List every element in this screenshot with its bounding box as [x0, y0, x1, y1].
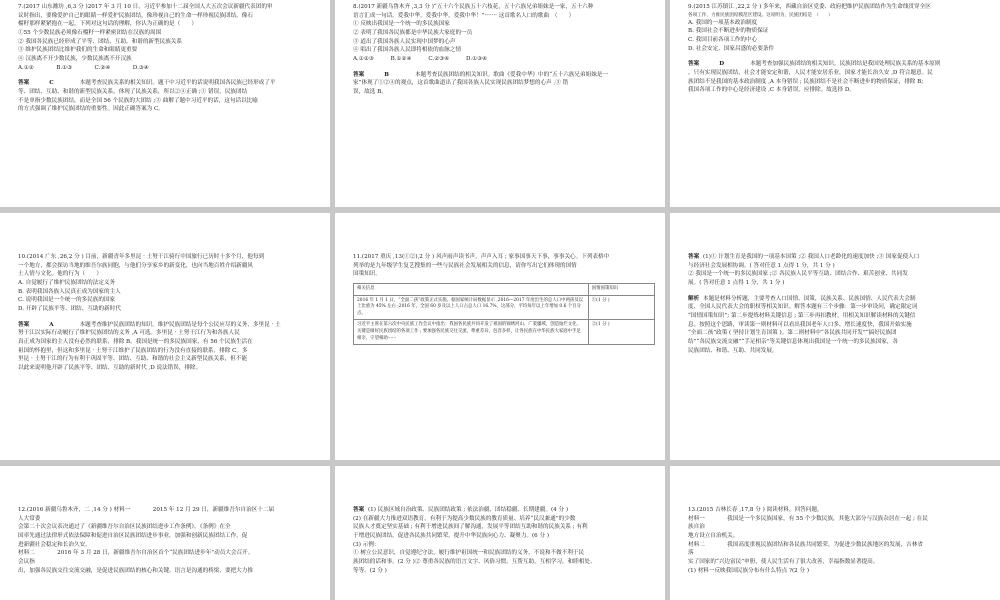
text-line: 12.(2016 新疆乌鲁木齐，二 ,14 分 ) 材料一 2015 年 12 月 29 日，新疆维吾尔自治区十二届: [18, 507, 275, 513]
analysis-text: 努干江以实际行动履行了维护民族团结的义务 ,A 可选。多里昆 · 土努干江行为和各族人民: [18, 330, 240, 337]
question-7-text: [18, 3, 320, 72]
text-line: 9.(2015 江苏镇江 ,22,2 分 ) 多年来，西藏自治区党委、政府把维护民族团结作为生命线贯穿全区: [688, 4, 931, 10]
answer-text: ① 树立公民意识，自觉遵纪守法，履行维护祖国统一和民族团结的义务，不说和不做不利于民: [353, 550, 585, 557]
text-line: 落: [688, 550, 694, 557]
text-line: C. 说明我国是一个统一的多民族的国家: [18, 297, 116, 304]
text-line: A. 自觉履行了维护民族团结的法定义务: [18, 279, 116, 286]
question-9-text: [688, 3, 990, 53]
answer-line: [18, 321, 320, 330]
table-header-cell: 相关信息: [354, 283, 589, 295]
answer-options: A.①② B.①③ C.②④ D.③④: [18, 64, 149, 71]
table-cell: ①(1 分 ): [588, 295, 654, 320]
analysis-text: “国情国策知识”; 第二步提炼材料关键信息 ; 第三步再扣教材，用相关知识解读材料的关键信: [688, 312, 916, 319]
text-line: 会议指: [18, 558, 35, 565]
answer-label: 答案: [688, 254, 700, 260]
analysis-text: 民族团结、和谐、互助、共同发展。: [688, 347, 778, 354]
analysis-text: 族团结不是我国的基本政治制度 ,A 本身错误 ; 民族团结不是社会不断进步的物质保证，排除 B;: [688, 78, 924, 85]
text-line: B. 表明我国各族人民真正成为国家的主人: [18, 288, 121, 295]
question-8-text: [353, 3, 655, 64]
answer-line: [688, 253, 990, 262]
text-line: 8.(2017 新疆乌鲁木齐 ,3,3 分 )“五十六个民族五十六枝花，五十六族兄弟姐妹是一家，五十六种: [353, 4, 594, 10]
question-12-card: [0, 466, 330, 600]
answer-text: 与经济社会发展相协调。( 答对任意 1 点得 1 分，共 1 分 ): [688, 262, 835, 269]
text-line: 列举的是九年级学生复艺搜集的一些与民族社会发展相关的信息，请你写出它们体现的国情: [353, 262, 577, 269]
analysis-label: 解析: [688, 295, 700, 302]
table-row: [354, 295, 655, 320]
answer-label: 答案: [353, 71, 365, 78]
text-line: 11.(2017 重庆 ,13(①②),2 分 ) 风声雨声读书声，声声入耳 ; 家事国事天下事，事事关心。下列表格中: [353, 254, 610, 260]
answer-line: [688, 60, 990, 69]
text-line: 材料二 2016 年 3 月 28 日，新疆维吾尔自治区首个“民族团结进步年”动员大会召开。: [18, 550, 254, 557]
table-row: [354, 320, 655, 345]
text-line: 国策知识。: [353, 271, 381, 278]
text-line: (1) 材料一反映我国民族分布有什么特点 ?(2 分 ): [688, 567, 810, 574]
answer-line: [18, 79, 320, 88]
analysis-text: ，只有实现民族团结，社会才能安定和谐，人民才能安居乐业，国家才能长治久安 ,D 符合题意。民: [688, 70, 933, 77]
text-line: ② 表明了我国各民族都是中华民族大家庭的一员: [353, 29, 473, 36]
question-11-card: [335, 213, 665, 460]
analysis-text: 本题考查民族关系的相关知识。题干中习近平的话说明我国各民族已经形成了平: [79, 80, 276, 87]
analysis-text: 误，故选 B。: [353, 88, 387, 95]
text-line: B. 我国社会不断进步的物质保证: [688, 28, 769, 35]
text-line: 语言汇成一句话，爱我中华，爱我中华，爱我中华！”······· 这首歌名人口的歌曲 （ ）: [353, 12, 575, 19]
table-header-cell: 国情国策知识: [588, 283, 654, 295]
text-line: 10.(2014 广东 ,26,2 分 ) 目前，新疆青年多里昆 · 土努干江骑行中国旅行已历时十多个月，他每到: [18, 254, 265, 260]
answer-text: 展。( 答对任意 1 点得 1 分，共 1 分 ): [688, 279, 785, 286]
analysis-text: 里昆 · 土努干江的行为有利于巩固平等、团结、互助、和谐的社会主义新型民族关系，但不能: [18, 356, 248, 363]
analysis-text: 真正成为国家的主人没有必然的联系，排除 B。我国是统一的多民族国家，有 56 个民族生活在: [18, 338, 253, 345]
answer-line: [353, 506, 655, 515]
table-cell: 2016 年 1 月 1 日，“全面二孩”政策正式实施。据国家统计局数据显示 ,2016—2017 年度出生的总人口中两孩及以上比重为 45% 左右 ;2016 年，全国 60 岁及以上人口占总人口 16.7%，这部分，平均每年以上年增加 0.6 个百分点。: [354, 295, 589, 320]
text-line: 材料一 我国是一个多民族国家，有 55 个少数民族，其他大部分与汉族杂居在一起 ; 在民: [688, 515, 928, 522]
text-line: 材料二 我国高度重视民族团结和各民族共同繁荣。为促进少数民族地区的发展，吉林省: [688, 541, 923, 548]
info-table: [353, 283, 655, 345]
answer-letter: D: [719, 61, 725, 68]
analysis-text: 本题考查维护民族团结的知识。维护民族团结是每个公民应尽的义务，多里昆 · 土: [79, 321, 281, 328]
text-line: ② 我国各民族已经形成了平等、团结、互助、和谐的新型民族关系: [18, 38, 182, 45]
question-11-answer-card: [670, 213, 1000, 460]
answer-letter: B: [384, 71, 389, 78]
answer-text: (1) 民族区域自治政策、民族团结政策 ; 依法治疆、团结稳疆、长期建疆。(4 分 ): [367, 507, 569, 513]
answer-text: 民族人才奠定坚实基础 ; 有利于增进民族间了解沟通，发展平等团结互助和谐的民族关系 ; 有利: [353, 524, 588, 531]
question-13-card: [670, 466, 1000, 600]
analysis-text: 本题考查加强民族团结的相关知识。民族团结是我国处理民族关系的基本原则: [750, 61, 941, 68]
table-cell: ②(1 分 ): [588, 320, 654, 345]
answer-line: [353, 71, 655, 80]
question-7-card: [0, 0, 330, 207]
question-8-card: [335, 0, 665, 207]
answer-letter: A: [49, 321, 54, 328]
analysis-text: 结”“各民族交流交融”“手足相亲”等关键信息体现出我国是一个统一的多民族国家，各: [688, 338, 899, 345]
analysis-text: 度、全国人民代表大会的职权等相关知识。解答本题有三个步骤：第一步审设问，确定限定词: [688, 304, 918, 311]
text-line: 实了国家的“兴边富民”申册，使人民生活有了很大改善，幸福指数显著提高。: [688, 558, 879, 565]
table-header-row: [354, 283, 655, 295]
text-line: 地方设立自治机关。: [688, 532, 739, 539]
answer-options: A.①②③ B.①②④ C.②③④ D.①③④: [353, 55, 488, 62]
text-line: 出，加强各民族交往交流交融，是促进民族团结的核心和关键。语言是沟通的桥梁，要把大力推: [18, 567, 253, 574]
text-line: ③ 道出了我国各族人民实现中国梦的心声: [353, 38, 456, 45]
analysis-text: 我国各项工作的中心是经济建设 ,C 本身错误，应排除。故选择 D。: [688, 87, 855, 94]
answer-text: 于增进民族团结，促进各民族共同繁荣，提升中华民族向心力、凝聚力。(6 分 ): [353, 532, 550, 539]
answer-text: (3) 示例：: [353, 541, 380, 548]
analysis-text: 的方式强调了维护民族团结的重要性。因此正确答案为 C。: [18, 106, 164, 113]
analysis-text: 本题考查民族团结的相关知识。歌曲《爱我中华》中的“五十六族兄弟姐妹是一: [414, 71, 608, 78]
question-10-text: [18, 253, 320, 314]
answer-label: 答案: [18, 321, 30, 328]
text-line: 议时指出，要像爱护自己的眼睛一样爱护民族团结，像珍视自己的生命一样珍视民族团结，像石: [18, 12, 253, 19]
text-line: 13.(2015 吉林长春 ,17,8 分 ) 阅读材料，回答问题。: [688, 507, 823, 513]
text-line: A. 我国的一项基本政治制度: [688, 19, 758, 26]
text-line: ④ 唱出了我国各族人民即将相依的血脉之情: [353, 47, 462, 54]
text-line: 国率先通过法律形式依法保障和促进自治区民族团结进步事业，加强和创新民族团结工作，促: [18, 532, 248, 539]
text-line: 各项工作，力推民族团结模范区建设。这说明为，民族团结是 （ ）: [688, 12, 833, 18]
text-line: ③ 维护民族团结比维护我们的生命和眼睛更重要: [18, 47, 138, 54]
answer-letter: C: [49, 80, 54, 87]
analysis-text: 祖国的怀抱里，但这和多里昆 · 土努干江维护了民族团结的行为没有直接的联系，排除 C。多: [18, 347, 248, 354]
text-line: D. 开辟了民族平等、团结、互助的新时代: [18, 305, 121, 312]
answer-text: (1)① 计划生育是我国的一项基本国策 ;② 我国人口老龄化的速度加快 ;③ 国家促使人口: [702, 254, 920, 260]
text-line: 人大常委: [18, 515, 41, 522]
answer-text: 等等。(2 分 ): [353, 567, 387, 574]
text-line: C. 我国目前各项工作的中心: [688, 37, 758, 44]
text-line: 土人情与文化。他的行为（ ）: [18, 271, 102, 278]
answer-label: 答案: [688, 61, 700, 68]
answer-text: (2) 在新疆大力推进双语教育，有利于为提高少数民族的教育质量、培养“民汉兼通”的少数: [353, 515, 576, 522]
question-11-text: [353, 253, 655, 279]
text-line: 会第二十次会议表决通过了《新疆维吾尔自治区民族团结进步工作条例》。《条例》在全: [18, 524, 231, 531]
text-line: ① 反映出我国是一个统一的多民族国家: [353, 21, 450, 28]
answer-text: ② 我国是一个统一的多民族国家 ;② 各民族人民平等互助、团结合作、艰苦创业、共同发: [688, 271, 908, 278]
answer-label: 答案: [18, 80, 30, 87]
analysis-text: 等、团结、互助、和谐的新型民族关系，体现了民族关系，所以②④正确 ;① 错误，民族团结: [18, 88, 248, 95]
analysis-text: 不是单指少数民族团结，而是全国 56 个民族的大团结 ;③ 曲解了题中习近平的话，这句话以比喻: [18, 97, 258, 104]
text-line: 7.(2017 山东潍坊 ,6,3 分 )2017 年 3 月 10 日，习近平参加十二届全国人大五次会议新疆代表团的审: [18, 4, 273, 10]
analysis-text: 以此来说明他开辟了民族平等、团结、互助的新时代 ,D 说法错误，排除。: [18, 364, 202, 371]
analysis-line: [688, 295, 990, 304]
answer-text: 族团结的话和事。(2 分 )② 尊重各民族的语言文字、风俗习惯，互帮互助，互相学习，和睦相处、: [353, 558, 596, 565]
text-line: 进新疆社会稳定和长治久安。: [18, 541, 91, 548]
text-line: ④ 汉族离不开少数民族，少数民族离不开汉族: [18, 55, 132, 62]
question-10-card: [0, 213, 330, 460]
text-line: 榴籽那样紧紧抱在一起。下列对这句话的理解，你认为正确的是（ ）: [18, 21, 198, 28]
table-cell: 习近平主席在第六次中央民族工作会议中指出：我国各民族共同开发了祖国的锦绣河山、广袤疆域，创造灿烂文化，关键是做好民族团结的各项工作 ; 要加强各民族交往交流，尊重差异，包容多样，让各民族在中华民族大家庭中手足相亲、守望相助······: [354, 320, 589, 345]
text-line: D. 社会安定、国家昌盛的必要条件: [688, 45, 775, 52]
analysis-text: 息。按照这个思路，审读第一则材料可以看出我国老年人口多，增长速度快，我国开始实施: [688, 321, 912, 328]
text-line: ①55 个少数民族必须像石榴籽一样紧密团结在汉族的周围: [18, 29, 162, 36]
text-line: 一个地方，都会探访当地的维吾尔族同胞，与他们分享家乡的新变化，也向当地百姓介绍新疆风: [18, 262, 253, 269]
analysis-text: 家”体现了①②④的观点，这首歌曲道出了我国各族人民实现民族团结梦想的心声 ,③ 错: [353, 80, 569, 87]
analysis-text: “全面二孩”政策 ( 坚持计划生育国策 )。第二则材料中“各民族共同开发”“搞好民族团: [688, 330, 897, 337]
text-line: 族自治: [688, 524, 705, 531]
question-9-card: [670, 0, 1000, 207]
answer-label: 答案: [353, 507, 365, 513]
analysis-text: 本题是材料分析题，主要考查人口国情、国策，民族关系、民族国情、人民代表大会制: [702, 295, 916, 302]
question-12-answer-card: [335, 466, 665, 600]
